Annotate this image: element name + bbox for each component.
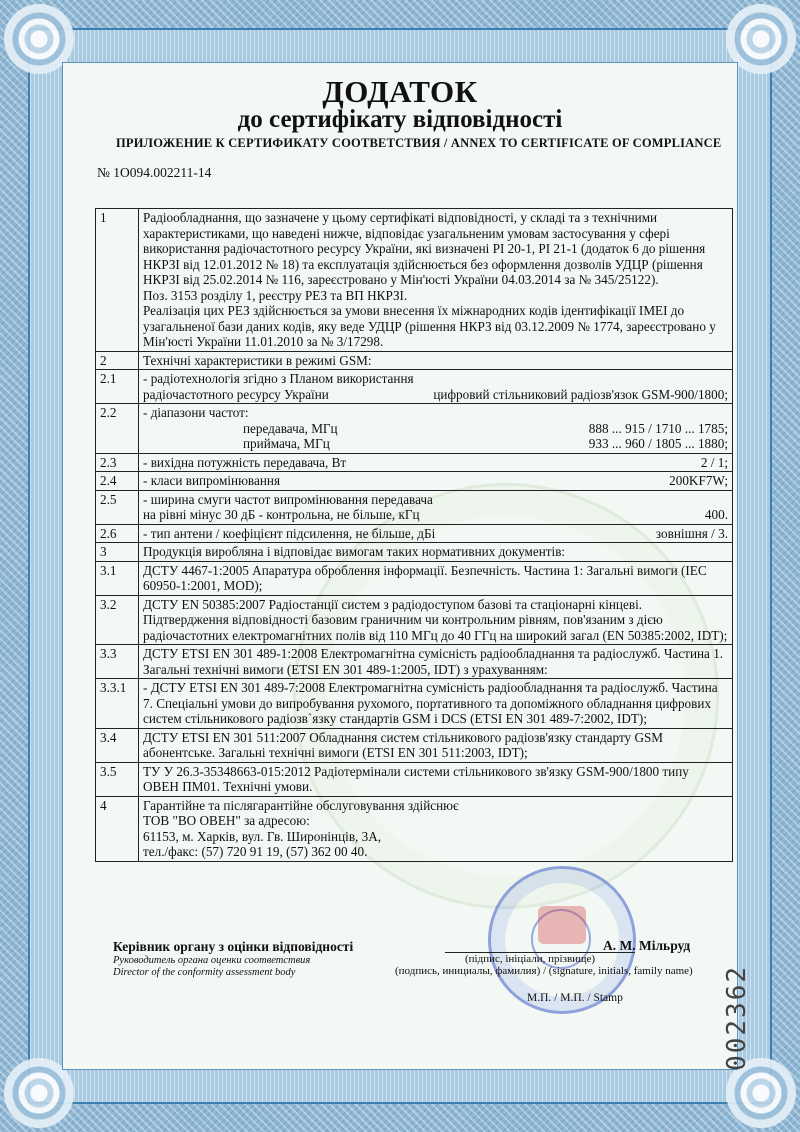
row-number: 1 bbox=[96, 209, 139, 352]
row-number: 2.6 bbox=[96, 524, 139, 543]
row-number: 4 bbox=[96, 796, 139, 861]
serial-number: 002362 bbox=[722, 965, 752, 1071]
row-number: 2.1 bbox=[96, 370, 139, 404]
signatory-title-ru: Руководитель органа оценки соответствия bbox=[113, 955, 311, 966]
spec-value: 200KF7W; bbox=[669, 473, 728, 488]
row-number: 3.4 bbox=[96, 728, 139, 762]
service-label: Гарантійне та післягарантійне обслуговування здійснює bbox=[143, 797, 459, 813]
document-subtitle-translations: ПРИЛОЖЕНИЕ К СЕРТИФИКАТУ СООТВЕТСТВИЯ / ANNEX TO CERTIFICATE OF COMPLIANCE bbox=[116, 136, 722, 150]
table-row bbox=[96, 543, 733, 562]
row-number: 3.1 bbox=[96, 561, 139, 595]
table-row bbox=[96, 796, 733, 861]
row-number: 3 bbox=[96, 543, 139, 562]
signatory-title-en: Director of the conformity assessment body bbox=[113, 967, 296, 978]
service-address: 61153, м. Харків, вул. Гв. Широнінців, 3А, bbox=[143, 828, 382, 844]
row-number: 3.2 bbox=[96, 595, 139, 645]
spec-value: 400. bbox=[704, 507, 728, 522]
registry-position: Поз. 3153 розділу 1, реєстру РЕЗ та ВП НКРЗІ. bbox=[143, 287, 408, 303]
row-content: Продукція виробляна і відповідає вимогам таких нормативних документів: bbox=[139, 543, 733, 562]
spec-label: на рівні мінус 30 дБ - контрольна, не більше, кГц bbox=[143, 507, 420, 522]
table-row bbox=[96, 209, 733, 352]
table-row bbox=[96, 351, 733, 370]
spec-value: зовнішня / 3. bbox=[655, 525, 728, 541]
document-title: ДОДАТОК bbox=[322, 74, 478, 109]
spec-label: - ширина смуги частот випромінювання передавача bbox=[143, 491, 433, 507]
document-subtitle: до сертифікату відповідності bbox=[237, 106, 563, 133]
row-content bbox=[139, 524, 733, 543]
row-number: 3.3.1 bbox=[96, 679, 139, 729]
signatory-block bbox=[113, 939, 353, 979]
table-row bbox=[96, 561, 733, 595]
spec-value: 2 / 1; bbox=[700, 454, 728, 470]
standard-reference: - ДСТУ ETSI EN 301 489-7:2008 Електромагнітна сумісність радіообладнання та радіослужб. Частина 7. Спеціальні умови до випробування рухомого, портативного та допоміжного обладнання цифрових систем стільникового радіозв`язку стандартів GSM і DCS (ETSI EN 301 489-7:2002, IDT); bbox=[139, 679, 733, 729]
spec-line bbox=[143, 387, 728, 403]
spec-value: 933 ... 960 / 1805 ... 1880; bbox=[588, 436, 728, 451]
table-row bbox=[96, 762, 733, 796]
table-row bbox=[96, 524, 733, 543]
signatory-title: Керівник органу з оцінки відповідності bbox=[113, 939, 354, 954]
table-row bbox=[96, 728, 733, 762]
row-number: 2.2 bbox=[96, 404, 139, 454]
row-number: 3.5 bbox=[96, 762, 139, 796]
row-number: 2.5 bbox=[96, 490, 139, 524]
row-content bbox=[139, 472, 733, 491]
signature-caption: (підпис, ініціали, прізвище) bbox=[465, 953, 596, 965]
standard-reference: ДСТУ ETSI EN 301 511:2007 Обладнання систем стільникового радіозв'язку стандарту GSM абонентське. Загальні технічні вимоги (ETSI EN 301 511:2003, IDT); bbox=[139, 728, 733, 762]
table-row bbox=[96, 679, 733, 729]
spec-label: - вихідна потужність передавача, Вт bbox=[143, 454, 347, 470]
table-row bbox=[96, 490, 733, 524]
row-number: 2.3 bbox=[96, 453, 139, 472]
standard-reference: ТУ У 26.3-35348663-015:2012 Радіотермінали системи стільникового зв'язку GSM-900/1800 типу ОВЕН ПМ01. Технічні умови. bbox=[139, 762, 733, 796]
spec-value: цифровий стільниковий радіозв'язок GSM-900/1800; bbox=[433, 386, 728, 402]
row-number: 2.4 bbox=[96, 472, 139, 491]
spec-label: приймача, МГц bbox=[243, 436, 330, 451]
spec-line bbox=[143, 436, 728, 452]
signatory-name: А. М. Мільруд bbox=[603, 938, 691, 953]
standard-reference: ДСТУ EN 50385:2007 Радіостанції систем з радіодоступом базові та стаціонарні кінцеві. Підтвердження відповідності базовим граничним чи контрольним рівням, пов'язаним з дією радіочастотних електромагнітних полів від 110 МГц до 40 ГГц на широкий загал (EN 50385:2002, IDT); bbox=[139, 595, 733, 645]
spec-label: - радіотехнологія згідно з Планом використання bbox=[143, 371, 414, 386]
signature-caption-translations: (подпись, инициалы, фамилия) / (signature, initials, family name) bbox=[395, 965, 693, 977]
spec-label: передавача, МГц bbox=[243, 420, 338, 436]
standard-reference: ДСТУ 4467-1:2005 Апаратура оброблення інформації. Безпечність. Частина 1: Загальні вимоги (IEC 60950-1:2001, MOD); bbox=[139, 561, 733, 595]
row-content bbox=[139, 453, 733, 472]
row-content: Технічні характеристики в режимі GSM: bbox=[139, 351, 733, 370]
row-content bbox=[139, 490, 733, 524]
table-row bbox=[96, 645, 733, 679]
table-row bbox=[96, 404, 733, 454]
compliance-paragraph: Радіообладнання, що зазначене у цьому сертифікаті відповідності, у складі та з технічними характеристиками, що наведені нижче, відповідає узагальненим умовам застосування у сфері використання радіочастотного ресурсу України, які визначені РІ 20-1, РІ 21-1 (додаток 6 до рішення НКРЗІ від 12.01.2012 № 18) та експлуатація здійснюється без оформлення дозволів УДЦР (рішення НКРЗІ від 25.02.2014 № 116, зареєстровано у Мін'юсті України 04.03.2014 за № 345/25122). bbox=[143, 210, 706, 287]
certificate-number: № 1О094.002211-14 bbox=[97, 165, 212, 180]
table-row bbox=[96, 453, 733, 472]
standard-reference: ДСТУ ETSI EN 301 489-1:2008 Електромагнітна сумісність радіообладнання та радіослужб. Частина 1. Загальні технічні вимоги (ETSI EN 301 489-1:2005, IDT) з урахуванням: bbox=[139, 645, 733, 679]
service-phone: тел./факс: (57) 720 91 19, (57) 362 00 40. bbox=[143, 844, 368, 859]
spec-label: - тип антени / коефіцієнт підсилення, не більше, дБі bbox=[143, 525, 436, 541]
row-content bbox=[139, 404, 733, 454]
row-content bbox=[139, 796, 733, 861]
specification-table bbox=[95, 208, 733, 862]
table-row bbox=[96, 370, 733, 404]
table-row bbox=[96, 595, 733, 645]
spec-label: радіочастотного ресурсу України bbox=[143, 386, 329, 402]
spec-line bbox=[143, 421, 728, 437]
spec-value: 888 ... 915 / 1710 ... 1785; bbox=[588, 420, 728, 436]
row-number: 3.3 bbox=[96, 645, 139, 679]
imei-paragraph: Реалізація цих РЕЗ здійснюється за умови внесення їх міжнародних кодів ідентифікації IMEI до узагальненої бази даних кодів, яку веде УДЦР (рішення НКРЗ від 03.12.2009 № 1774, зареєстровано у Мін'юсті України 11.01.2010 за № 3/17298. bbox=[143, 303, 716, 349]
row-content bbox=[139, 370, 733, 404]
row-content bbox=[139, 209, 733, 352]
stamp-label: М.П. / М.П. / Stamp bbox=[527, 992, 623, 1004]
table-row bbox=[96, 472, 733, 491]
service-company: ТОВ "ВО ОВЕН" за адресою: bbox=[143, 813, 310, 828]
spec-label: - класи випромінювання bbox=[143, 473, 281, 488]
spec-label: - діапазони частот: bbox=[143, 405, 249, 420]
row-number: 2 bbox=[96, 351, 139, 370]
